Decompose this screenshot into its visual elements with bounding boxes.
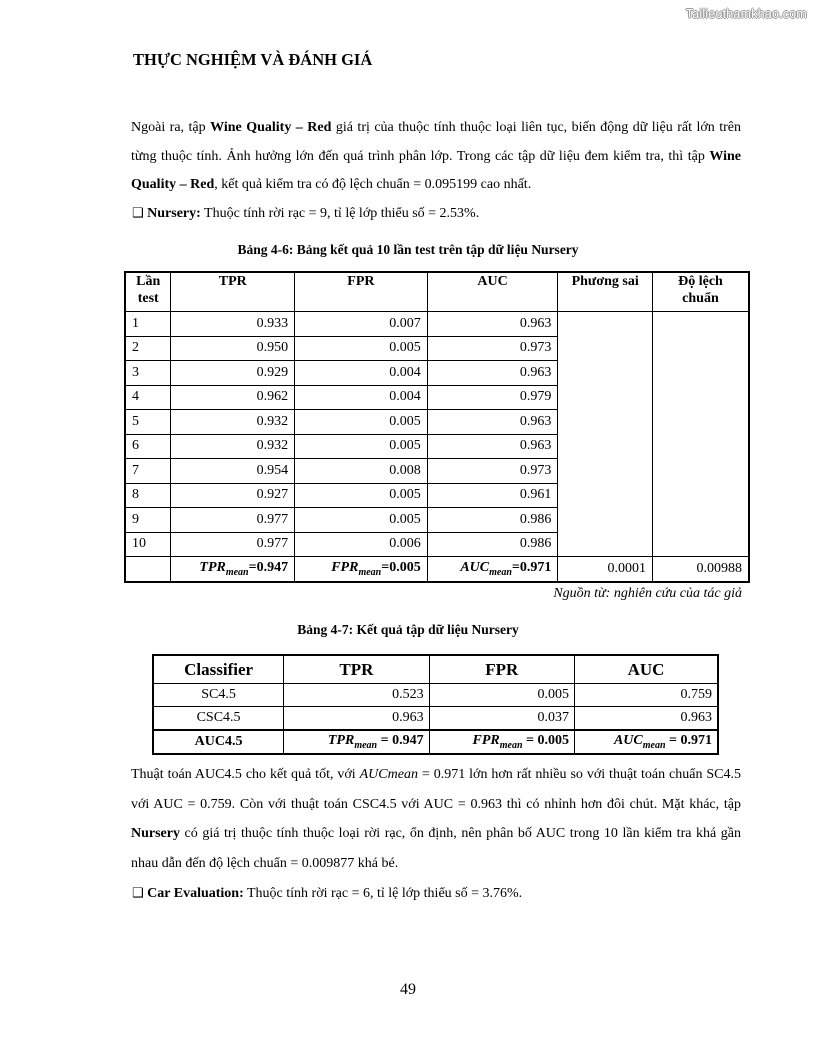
header-fpr: FPR [295, 272, 428, 312]
fpr-cell: 0.005 [429, 684, 574, 707]
stddev-value: 0.00988 [652, 557, 749, 582]
tpr-mean: $TPR_{mean}=0.947$ [171, 557, 295, 582]
header-auc: AUC [575, 655, 718, 684]
auc45-row [153, 730, 718, 754]
header-classifier: Classifier [153, 655, 284, 684]
tpr-cell: 0.929 [171, 361, 295, 386]
table-row [125, 312, 749, 337]
tpr-cell: 0.954 [171, 459, 295, 484]
checkbox-bullet-icon: ❑ [132, 886, 144, 901]
auc-cell: 0.961 [427, 483, 558, 508]
fpr-cell: 0.008 [295, 459, 428, 484]
auc-cell: 0.759 [575, 684, 718, 707]
auc-cell: 0.979 [427, 385, 558, 410]
header-tpr: TPR [171, 272, 295, 312]
auc-cell: 0.963 [427, 361, 558, 386]
variance-empty-cell [558, 312, 653, 557]
tpr-cell: 0.927 [171, 483, 295, 508]
header-tpr: TPR [284, 655, 429, 684]
header-variance: Phương sai [558, 272, 653, 312]
table-row [153, 684, 718, 707]
car-evaluation-bullet: ❑ Car Evaluation: Thuộc tính rời rạc = 6, tỉ lệ lớp thiểu số = 3.76%. [132, 886, 523, 901]
table1-caption: Bảng 4-6: Bảng kết quả 10 lần test trên tập dữ liệu Nursery [237, 242, 579, 257]
header-test: Lần test [125, 272, 171, 312]
watermark: Tailieuthamkhao.com [685, 7, 807, 21]
mean-empty-cell [125, 557, 171, 582]
table-header-row [153, 655, 718, 684]
header-auc: AUC [427, 272, 558, 312]
fpr-cell: 0.005 [295, 336, 428, 361]
auc-mean: $AUC_{mean}=0.971$ [427, 557, 558, 582]
fpr-cell: 0.006 [295, 532, 428, 557]
tpr-cell: 0.977 [171, 508, 295, 533]
fpr-cell: 0.004 [295, 385, 428, 410]
auc-cell: 0.963 [427, 312, 558, 337]
test-number: 9 [125, 508, 171, 533]
section-heading: THỰC NGHIỆM VÀ ĐÁNH GIÁ [133, 50, 373, 69]
test-number: 1 [125, 312, 171, 337]
auc-cell: 0.973 [427, 336, 558, 361]
classifier-name: SC4.5 [153, 684, 284, 707]
table-source-note: Nguồn từ: nghiên cứu của tác giả [553, 586, 742, 601]
variance-value: 0.0001 [558, 557, 653, 582]
tpr-cell: 0.963 [284, 707, 429, 731]
tpr-cell: 0.932 [171, 434, 295, 459]
fpr-cell: 0.037 [429, 707, 574, 731]
tpr-mean: $TPR_{mean} = 0.947$ [284, 730, 429, 754]
table2-caption: Bảng 4-7: Kết quả tập dữ liệu Nursery [297, 622, 519, 637]
tpr-cell: 0.977 [171, 532, 295, 557]
auc-cell: 0.963 [427, 434, 558, 459]
test-number: 8 [125, 483, 171, 508]
test-number: 2 [125, 336, 171, 361]
tpr-cell: 0.523 [284, 684, 429, 707]
classifier-name: CSC4.5 [153, 707, 284, 731]
conclusion-paragraph: Thuật toán AUC4.5 cho kết quả tốt, với AUCmean = 0.971 lớn hơn rất nhiều so với thuật toán chuẩn SC4.5 với AUC = 0.759. Còn với thuật toán CSC4.5 với AUC = 0.963 thì có nhỉnh hơn đôi chút. Mặt khác, tập Nursery có giá trị thuộc tính thuộc loại rời rạc, ổn định, nên phân bố AUC trong 10 lần kiểm tra khá gần nhau dẫn đến độ lệch chuẩn = 0.009877 khá bé. [131, 767, 741, 871]
test-number: 3 [125, 361, 171, 386]
test-number: 4 [125, 385, 171, 410]
auc-cell: 0.973 [427, 459, 558, 484]
nursery-result-table [152, 654, 719, 755]
checkbox-bullet-icon: ❑ [132, 206, 144, 221]
table-row [153, 707, 718, 731]
test-number: 7 [125, 459, 171, 484]
fpr-cell: 0.005 [295, 410, 428, 435]
mean-row [125, 557, 749, 582]
nursery-bullet: ❑ Nursery: Thuộc tính rời rạc = 9, tỉ lệ lớp thiểu số = 2.53%. [132, 206, 480, 221]
fpr-cell: 0.005 [295, 483, 428, 508]
header-stddev: Độ lệch chuẩn [652, 272, 749, 312]
stddev-empty-cell [652, 312, 749, 557]
fpr-mean: $FPR_{mean} = 0.005$ [429, 730, 574, 754]
tpr-cell: 0.962 [171, 385, 295, 410]
fpr-cell: 0.005 [295, 508, 428, 533]
auc-cell: 0.963 [575, 707, 718, 731]
auc-mean: $AUC_{mean} = 0.971$ [575, 730, 718, 754]
test-number: 5 [125, 410, 171, 435]
page-number: 49 [400, 981, 416, 998]
auc-cell: 0.986 [427, 532, 558, 557]
nursery-test-table [124, 271, 750, 583]
classifier-name: AUC4.5 [153, 730, 284, 754]
header-fpr: FPR [429, 655, 574, 684]
fpr-mean: $FPR_{mean}=0.005$ [295, 557, 428, 582]
tpr-cell: 0.932 [171, 410, 295, 435]
fpr-cell: 0.007 [295, 312, 428, 337]
test-number: 10 [125, 532, 171, 557]
intro-paragraph: Ngoài ra, tập Wine Quality – Red giá trị của thuộc tính thuộc loại liên tục, biến động dữ liệu rất lớn trên từng thuộc tính. Ảnh hưởng lớn đến quá trình phân lớp. Trong các tập dữ liệu đem kiểm tra, thì tập Wine Quality – Red, kết quả kiểm tra có độ lệch chuẩn = 0.095199 cao nhất. [131, 120, 741, 192]
table-header-row [125, 272, 749, 312]
auc-cell: 0.986 [427, 508, 558, 533]
auc-cell: 0.963 [427, 410, 558, 435]
tpr-cell: 0.950 [171, 336, 295, 361]
test-number: 6 [125, 434, 171, 459]
fpr-cell: 0.004 [295, 361, 428, 386]
fpr-cell: 0.005 [295, 434, 428, 459]
tpr-cell: 0.933 [171, 312, 295, 337]
